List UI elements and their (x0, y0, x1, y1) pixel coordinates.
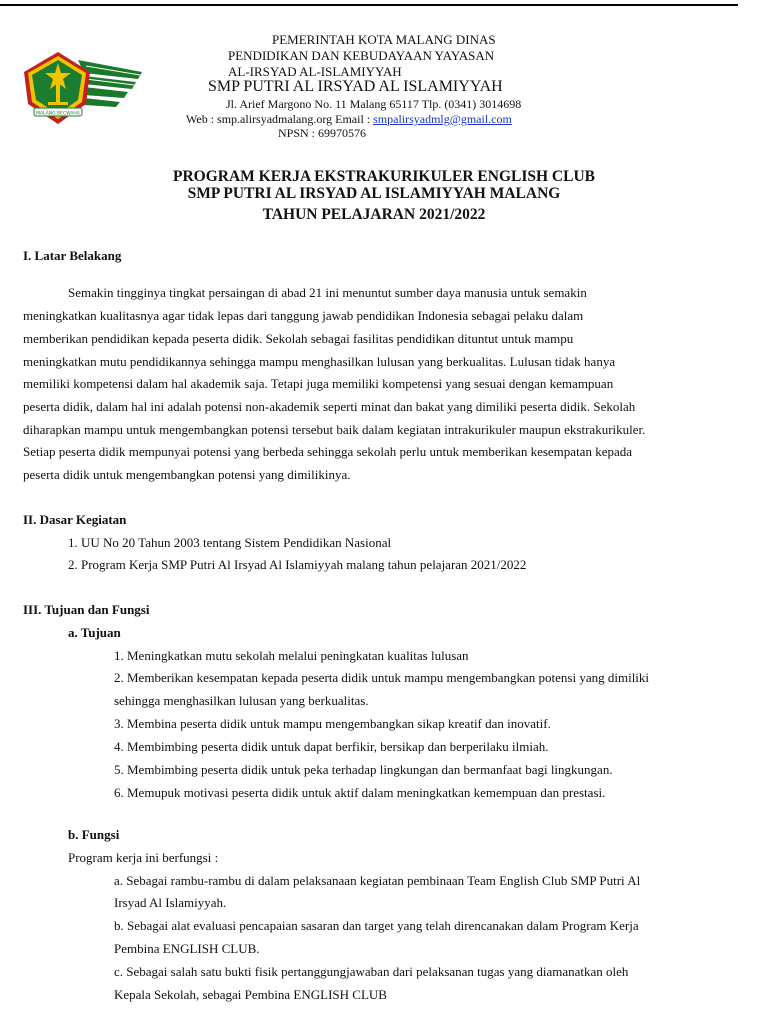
email-link[interactable]: smpalirsyadmlg@gmail.com (373, 112, 512, 126)
section1-line: peserta didik untuk mengembangkan potensi yang dimilikinya. (23, 467, 351, 482)
doc-title-line3: TAHUN PELAJARAN 2021/2022 (262, 206, 486, 223)
tujuan-item: sehingga menghasilkan lulusan yang berkualitas. (114, 693, 369, 708)
section2-heading: II. Dasar Kegiatan (23, 512, 127, 527)
section1-line: meningkatkan mutu pendidikannya sehingga mampu menghasilkan lulusan yang berkualitas. Lulusan tidak hanya (23, 354, 616, 369)
section3-heading: III. Tujuan dan Fungsi (23, 602, 150, 617)
doc-title-line2: SMP PUTRI AL IRSYAD AL ISLAMIYYAH MALANG (187, 185, 561, 202)
section1-line: memberikan pendidikan kepada peserta didik. Sekolah sebagai fasilitas pendidikan dituntut untuk mampu (23, 331, 574, 346)
dasar-item: 2. Program Kerja SMP Putri Al Irsyad Al Islamiyyah malang tahun pelajaran 2021/2022 (68, 557, 527, 572)
tujuan-item: 1. Meningkatkan mutu sekolah melalui peningkatan kualitas lulusan (114, 648, 469, 663)
web-text: Web : smp.alirsyadmalang.org Email : (186, 112, 374, 126)
section1-line: memiliki kompetensi dalam hal akademik saja. Tetapi juga memiliki kompetensi yang sesuai dengan kemampuan (23, 376, 614, 391)
logo-banner-text: MALANG BECWAHA (36, 111, 80, 117)
letterhead-line2: PENDIDIKAN DAN KEBUDAYAAN YAYASAN (228, 48, 495, 63)
doc-title-line1: PROGRAM KERJA EKSTRAKURIKULER ENGLISH CLUB (172, 168, 595, 185)
school-name: SMP PUTRI AL IRSYAD AL ISLAMIYYAH (208, 78, 503, 95)
school-crest-logo (18, 46, 144, 126)
section1-line: Setiap peserta didik mempunyai potensi yang berbeda sehingga sekolah perlu untuk memberikan kesempatan kepada (23, 444, 633, 459)
fungsi-heading: b. Fungsi (68, 827, 120, 842)
tujuan-item: 6. Memupuk motivasi peserta didik untuk aktif dalam meningkatkan kemempuan dan prestasi. (114, 785, 606, 800)
fungsi-item: Irsyad Al Islamiyyah. (114, 895, 227, 910)
letterhead-line1: PEMERINTAH KOTA MALANG DINAS (272, 32, 496, 47)
tujuan-item: 2. Memberikan kesempatan kepada peserta didik untuk mampu mengembangkan potensi yang dimiliki (114, 670, 650, 685)
letterhead-line3: AL-IRSYAD AL-ISLAMIYYAH (228, 64, 402, 79)
section1-line: peserta didik, dalam hal ini adalah potensi non-akademik seperti minat dan bakat yang dimiliki peserta didik. Sekolah (23, 399, 636, 414)
fungsi-item: a. Sebagai rambu-rambu di dalam pelaksanaan kegiatan pembinaan Team English Club SMP Putri Al (114, 873, 641, 888)
fungsi-item: c. Sebagai salah satu bukti fisik pertanggungjawaban dari pelaksanan tugas yang diamanatkan oleh (114, 964, 629, 979)
tujuan-heading: a. Tujuan (68, 625, 121, 640)
npsn: NPSN : 69970576 (278, 126, 367, 140)
tujuan-item: 3. Membina peserta didik untuk mampu mengembangkan sikap kreatif dan inovatif. (114, 716, 551, 731)
fungsi-item: Pembina ENGLISH CLUB. (114, 941, 260, 956)
top-border-line (0, 4, 738, 6)
tujuan-item: 4. Membimbing peserta didik untuk dapat berfikir, bersikap dan berperilaku ilmiah. (114, 739, 549, 754)
school-address: Jl. Arief Margono No. 11 Malang 65117 Tlp. (0341) 3014698 (226, 97, 522, 111)
contact-line (186, 112, 512, 127)
fungsi-item: b. Sebagai alat evaluasi pencapaian sasaran dan target yang telah direncanakan dalam Program Kerja (114, 918, 639, 933)
dasar-item: 1. UU No 20 Tahun 2003 tentang Sistem Pendidikan Nasional (68, 535, 392, 550)
section1-heading: I. Latar Belakang (23, 248, 122, 263)
tujuan-item: 5. Membimbing peserta didik untuk peka terhadap lingkungan dan bermanfaat bagi lingkungan. (114, 762, 613, 777)
section1-line: Semakin tingginya tingkat persaingan di abad 21 ini menuntut sumber daya manusia untuk semakin (68, 285, 587, 300)
fungsi-item: Kepala Sekolah, sebagai Pembina ENGLISH CLUB (114, 987, 387, 1002)
section1-line: meningkatkan kualitasnya agar tidak lepas dari tanggung jawab pendidikan Indonesia sebagai pelaku dalam (23, 308, 584, 323)
fungsi-intro: Program kerja ini berfungsi : (68, 850, 219, 865)
section1-line: diharapkan mampu untuk mengembangkan potensi tersebut baik dalam kegiatan intrakurikuler maupun ekstrakurikuler. (23, 422, 646, 437)
